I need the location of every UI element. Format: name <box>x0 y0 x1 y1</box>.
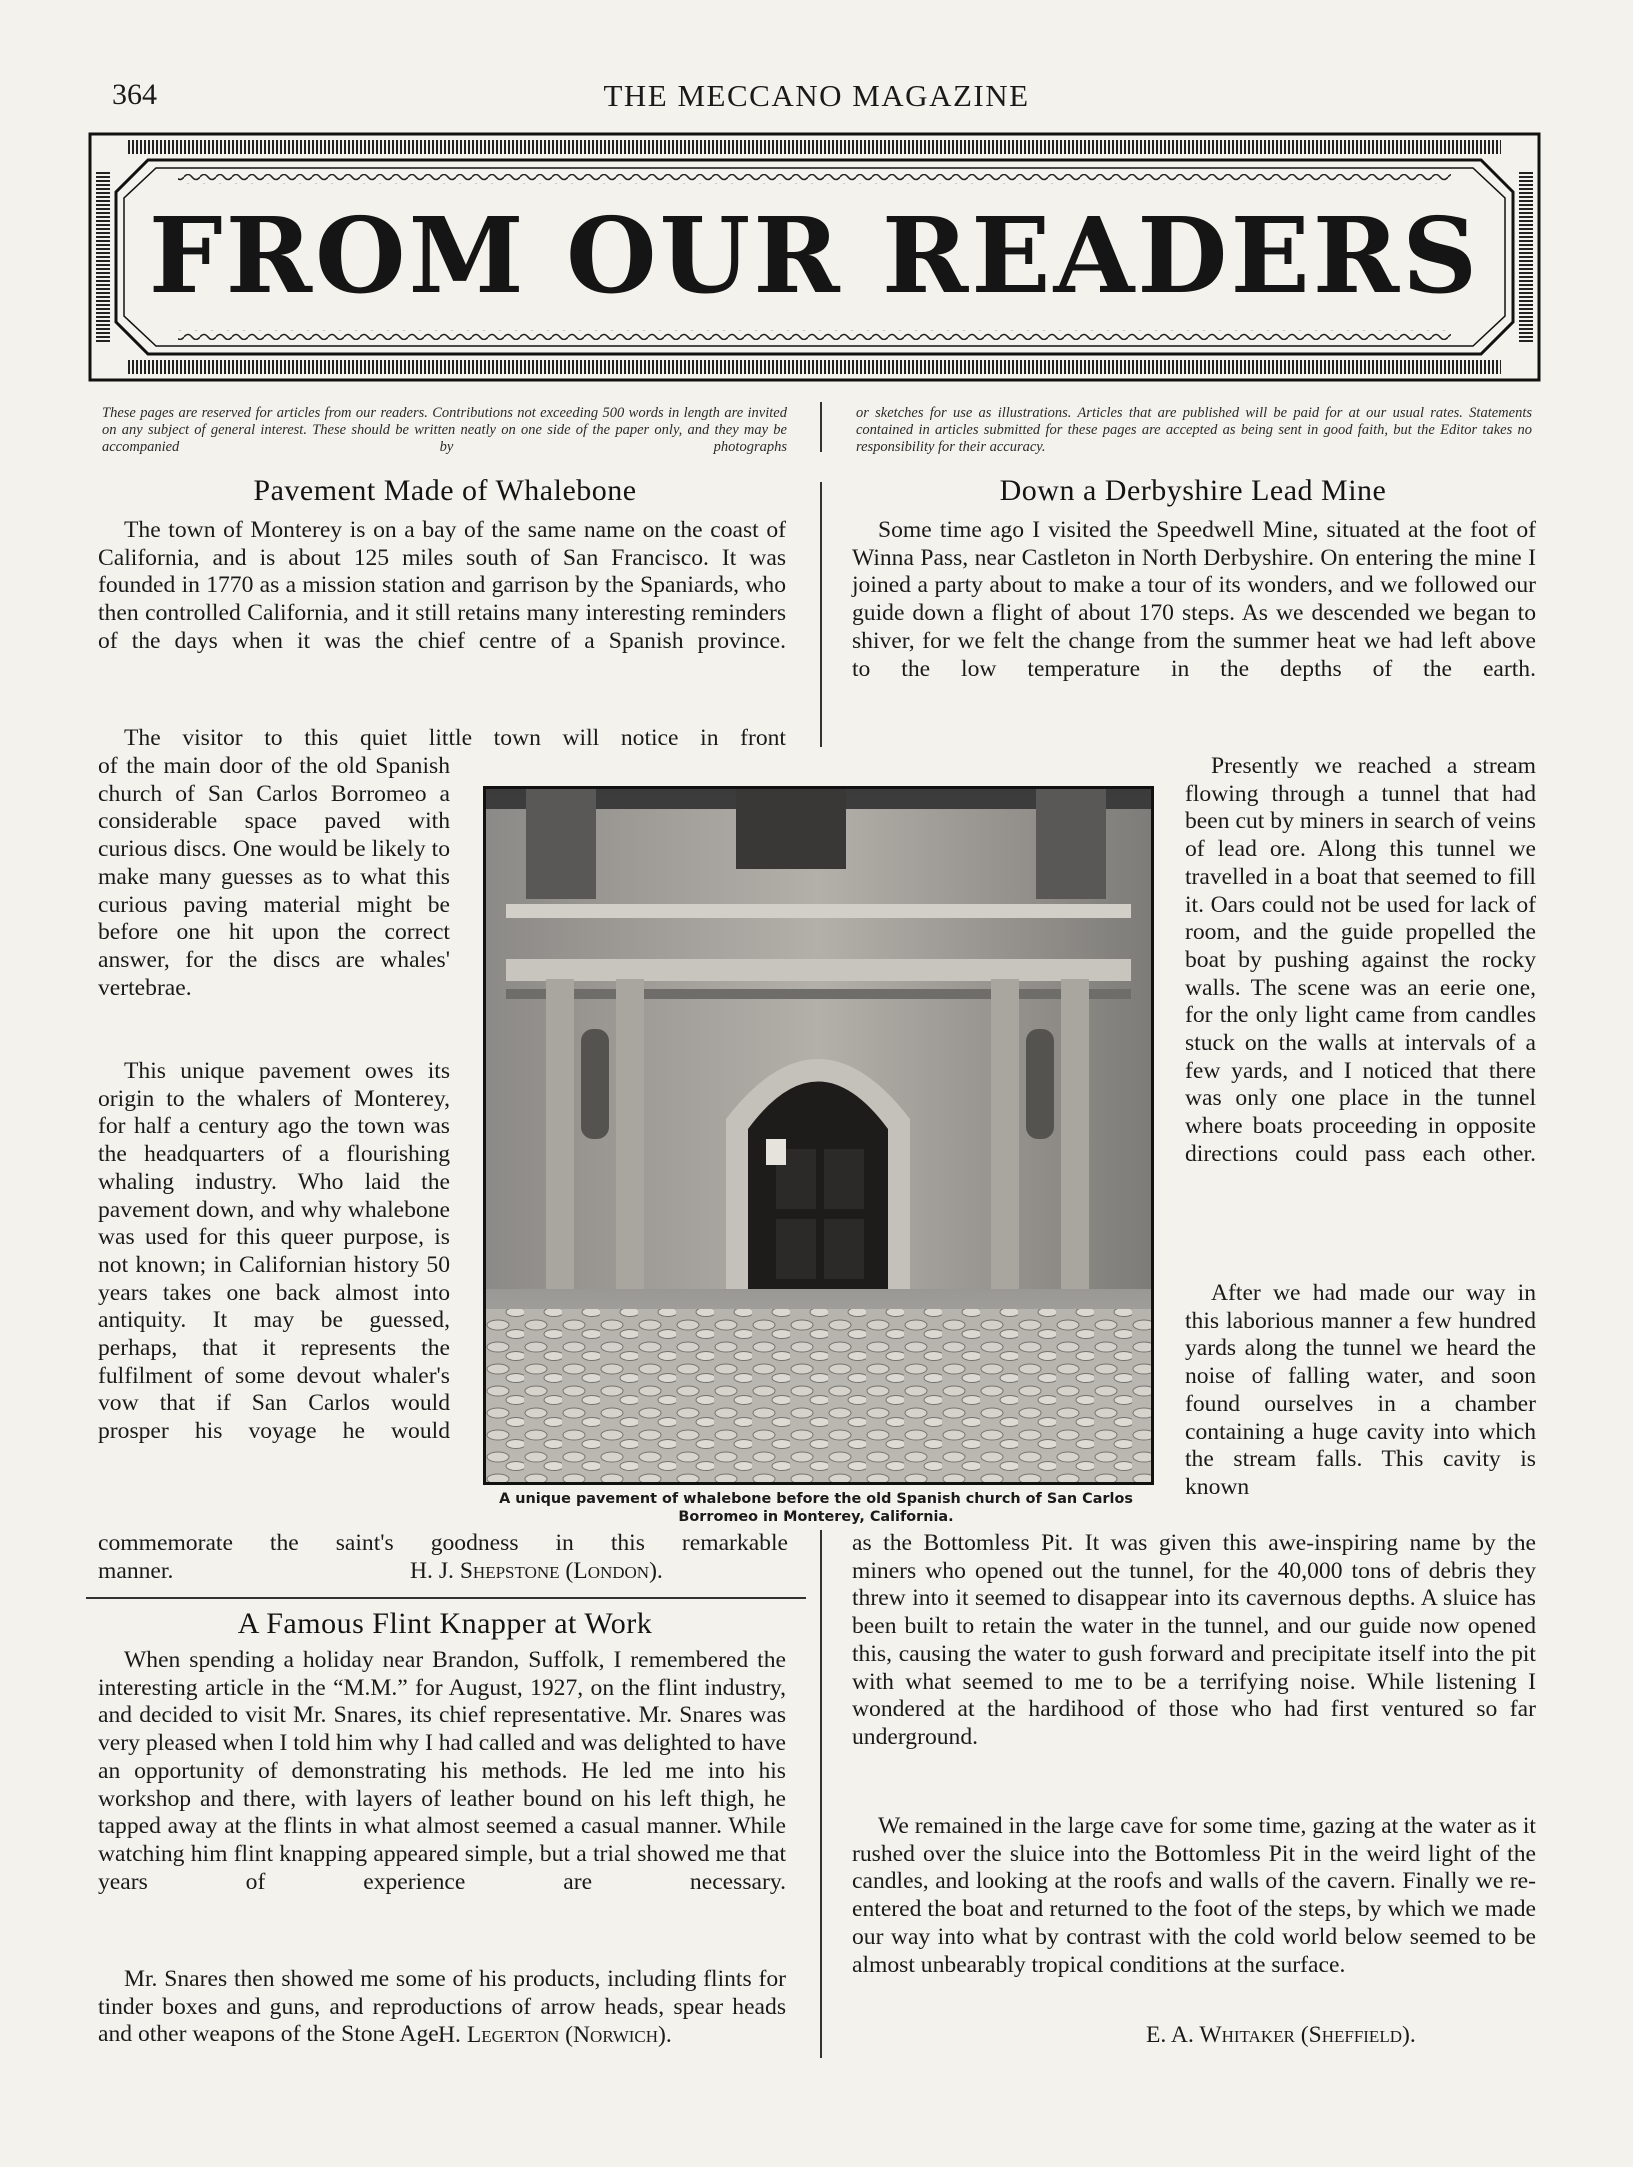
section-divider <box>86 1597 806 1599</box>
whalebone-para-2-wrap: of the main door of the old Spanish church of San Carlos Borromeo a considerable space paved with curious discs. One would be likely to make many guesses as to what this curious paving material might be before one hit upon the correct answer, for the discs are whales' vertebrae. <box>98 753 450 1001</box>
flint-author: H. Legerton (Norwich). <box>438 2022 672 2048</box>
running-header <box>0 78 1633 118</box>
leadmine-para-3-rest: as the Bottomless Pit. It was given this awe-inspiring name by the miners who opened out the tunnel, for the 40,000 tons of debris they threw into it seemed to disappear into its cavernous depths. A sluice has been built to retain the water in the tunnel, and our guide now opened this, causing the water to gush forward and precipitate itself into the pit with what seemed to me to be a terrifying noise. While listening I wondered at the hardihood of those who had first ventured so far underground. <box>852 1530 1536 1750</box>
page-number: 364 <box>112 78 157 111</box>
intro-note-left: These pages are reserved for articles from our readers. Contributions not exceeding 500 words in length are invited on any subject of general interest. These should be written neatly on one side of the paper only, and they may be accompanied by photographs <box>102 405 787 455</box>
whalebone-title: Pavement Made of Whalebone <box>253 474 637 507</box>
flint-para-1: When spending a holiday near Brandon, Suffolk, I remembered the interesting article in the “M.M.” for August, 1927, on the flint industry, and decided to visit Mr. Snares, its chief representative. Mr. Snares was very pleased when I told him why I had called and was delighted to have an opportunity of demonstrating his methods. He led me into his workshop and there, with layers of leather bound on his left thigh, he tapped away at the flints in what almost seemed a casual manner. While watching him flint knapping appeared simple, but a trial showed me that years of experience are necessary. <box>98 1647 786 1895</box>
leadmine-author: E. A. Whitaker (Sheffield). <box>1146 2022 1416 2048</box>
column-rule-middle <box>820 482 822 747</box>
whalebone-para-3-end: commemorate the saint's goodness in this remarkable <box>98 1530 788 1556</box>
leadmine-para-4: We remained in the large cave for some time, gazing at the water as it rushed over the sluice into the Bottomless Pit in the weird light of the candles, and looking at the roofs and walls of the cavern. Finally we re-entered the boat and returned to the foot of the steps, by which we made our way into what by contrast with the cold world below seemed to be almost unbearably tropical conditions at the surface. <box>852 1813 1536 1978</box>
photo-caption: A unique pavement of whalebone before the old Spanish church of San Carlos Borromeo in Monterey, California. <box>499 1491 1133 1525</box>
whalebone-author: H. J. Shepstone (London). <box>410 1558 663 1584</box>
column-rule-top <box>820 402 822 452</box>
church-doorway-illustration <box>486 789 1151 1482</box>
banner-title: FROM OUR READERS <box>148 194 1481 317</box>
leadmine-para-1: Some time ago I visited the Speedwell Mine, situated at the foot of Winna Pass, near Castleton in North Derbyshire. On entering the mine I joined a party about to make a tour of its wonders, and we followed our guide down a flight of about 170 steps. As we descended we began to shiver, for we felt the change from the summer heat we had left above to the low temperature in the depths of the earth. <box>852 517 1536 682</box>
column-rule-lower <box>820 1530 822 2058</box>
whalebone-para-1: The town of Monterey is on a bay of the same name on the coast of California, and is about 125 miles south of San Francisco. It was founded in 1770 as a mission station and garrison by the Spaniards, who then controlled California, and it still retains many interesting reminders of the days when it was the chief centre of a Spanish province. <box>98 517 786 654</box>
leadmine-para-2-wrap: Presently we reached a stream flowing through a tunnel that had been cut by miners in search of veins of lead ore. Along this tunnel we travelled in a boat that seemed to fill it. Oars could not be used for lack of room, and the guide propelled the boat by pushing against the rocky walls. The scene was an eerie one, for the only light came from candles stuck on the walls at intervals of a few yards, and I noticed that there was only one place in the tunnel where boats proceeding in opposite directions could pass each other. <box>1185 753 1536 1167</box>
whalebone-para-2-intro: The visitor to this quiet little town will notice in front <box>124 725 786 751</box>
intro-note-right: or sketches for use as illustrations. Articles that are published will be paid for at our usual rates. Statements contained in articles submitted for these pages are accepted as being sent in good faith, but the Editor takes no responsibility for their accuracy. <box>856 405 1532 455</box>
leadmine-para-3-wrap: After we had made our way in this laborious manner a few hundred yards along the tunnel we heard the noise of falling water, and soon found ourselves in a chamber containing a huge cavity into which the stream falls. This cavity is known <box>1185 1280 1536 1500</box>
whalebone-last-word: manner. <box>98 1558 174 1584</box>
church-photo <box>483 786 1154 1485</box>
magazine-title: THE MECCANO MAGAZINE <box>603 78 1030 113</box>
flint-title: A Famous Flint Knapper at Work <box>237 1607 653 1640</box>
flint-para-2: Mr. Snares then showed me some of his products, including flints for tinder boxes and guns, and reproductions of arrow heads, spear heads and other weapons of the Stone Age. <box>98 1966 786 2048</box>
leadmine-title: Down a Derbyshire Lead Mine <box>999 474 1387 507</box>
section-banner <box>88 132 1541 382</box>
whalebone-para-3-wrap: This unique pavement owes its origin to the whalers of Monterey, for half a century ago the town was the headquarters of a flourishing whaling industry. Who laid the pavement down, and why whalebone was used for this queer purpose, is not known; in Californian history 50 years takes one back almost into antiquity. It may be guessed, perhaps, that it represents the fulfilment of some devout whaler's vow that if San Carlos would prosper his voyage he would <box>98 1058 450 1445</box>
